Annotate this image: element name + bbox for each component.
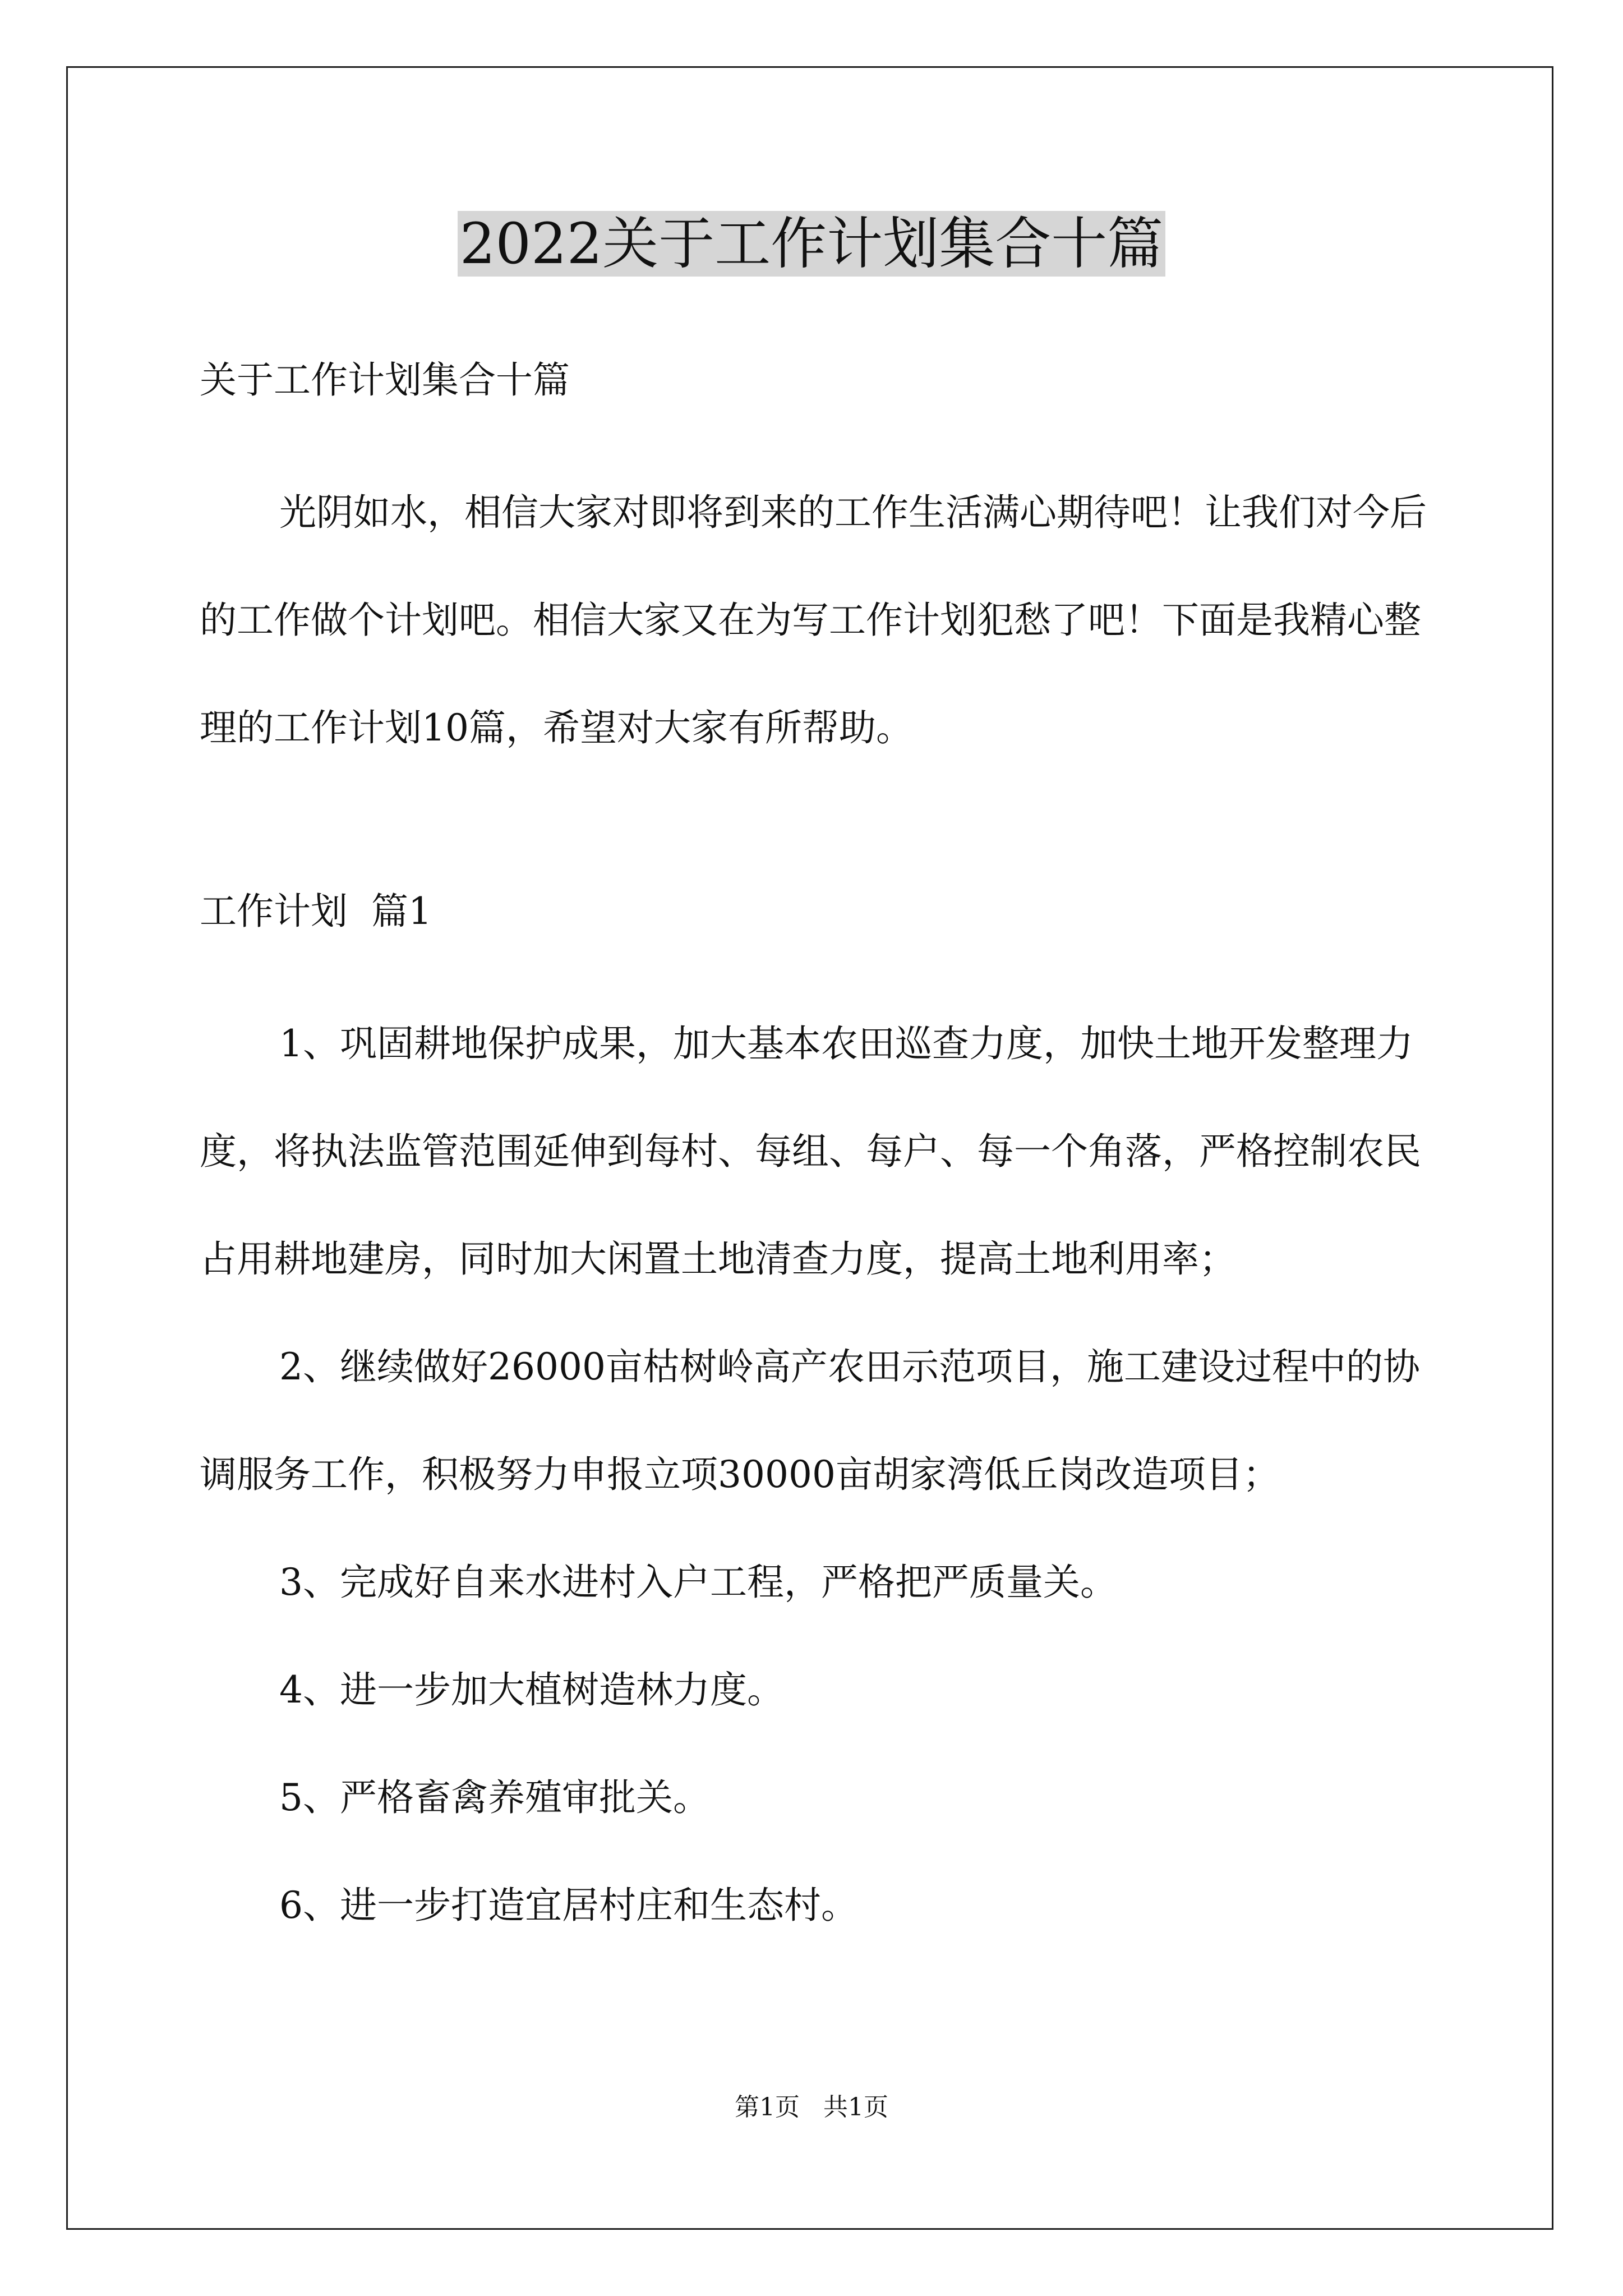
document-title [0,199,1623,289]
document-title-text: 2022关于工作计划集合十篇 [458,211,1166,277]
page-footer: 第1页 共1页 [735,2093,888,2122]
plan-item: 4、进一步加大植树造林力度。 [279,1668,784,1711]
section-heading: 工作计划 篇1 [200,890,432,933]
document-subtitle: 关于工作计划集合十篇 [200,358,570,402]
plan-item: 3、完成好自来水进村入户工程，严格把严质量关。 [279,1561,1117,1604]
intro-paragraph: 光阴如水，相信大家对即将到来的工作生活满心期待吧！让我们对今后的工作做个计划吧。相信大家又在为写工作计划犯愁了吧！下面是我精心整理的工作计划10篇，希望对大家有所帮助。 [200,491,1427,749]
plan-item-list [200,990,1431,1959]
plan-item: 5、严格畜禽养殖审批关。 [279,1776,710,1819]
plan-item: 6、进一步打造宜居村庄和生态村。 [279,1884,858,1927]
plan-item: 2、继续做好26000亩枯树岭高产农田示范项目，施工建设过程中的协调服务工作，积极努力申报立项30000亩胡家湾低丘岗改造项目； [200,1345,1420,1496]
plan-item: 1、巩固耕地保护成果，加大基本农田巡查力度，加快土地开发整理力度，将执法监管范围延伸到每村、每组、每户、每一个角落，严格控制农民占用耕地建房，同时加大闲置土地清查力度，提高土地利用率； [200,1022,1421,1281]
